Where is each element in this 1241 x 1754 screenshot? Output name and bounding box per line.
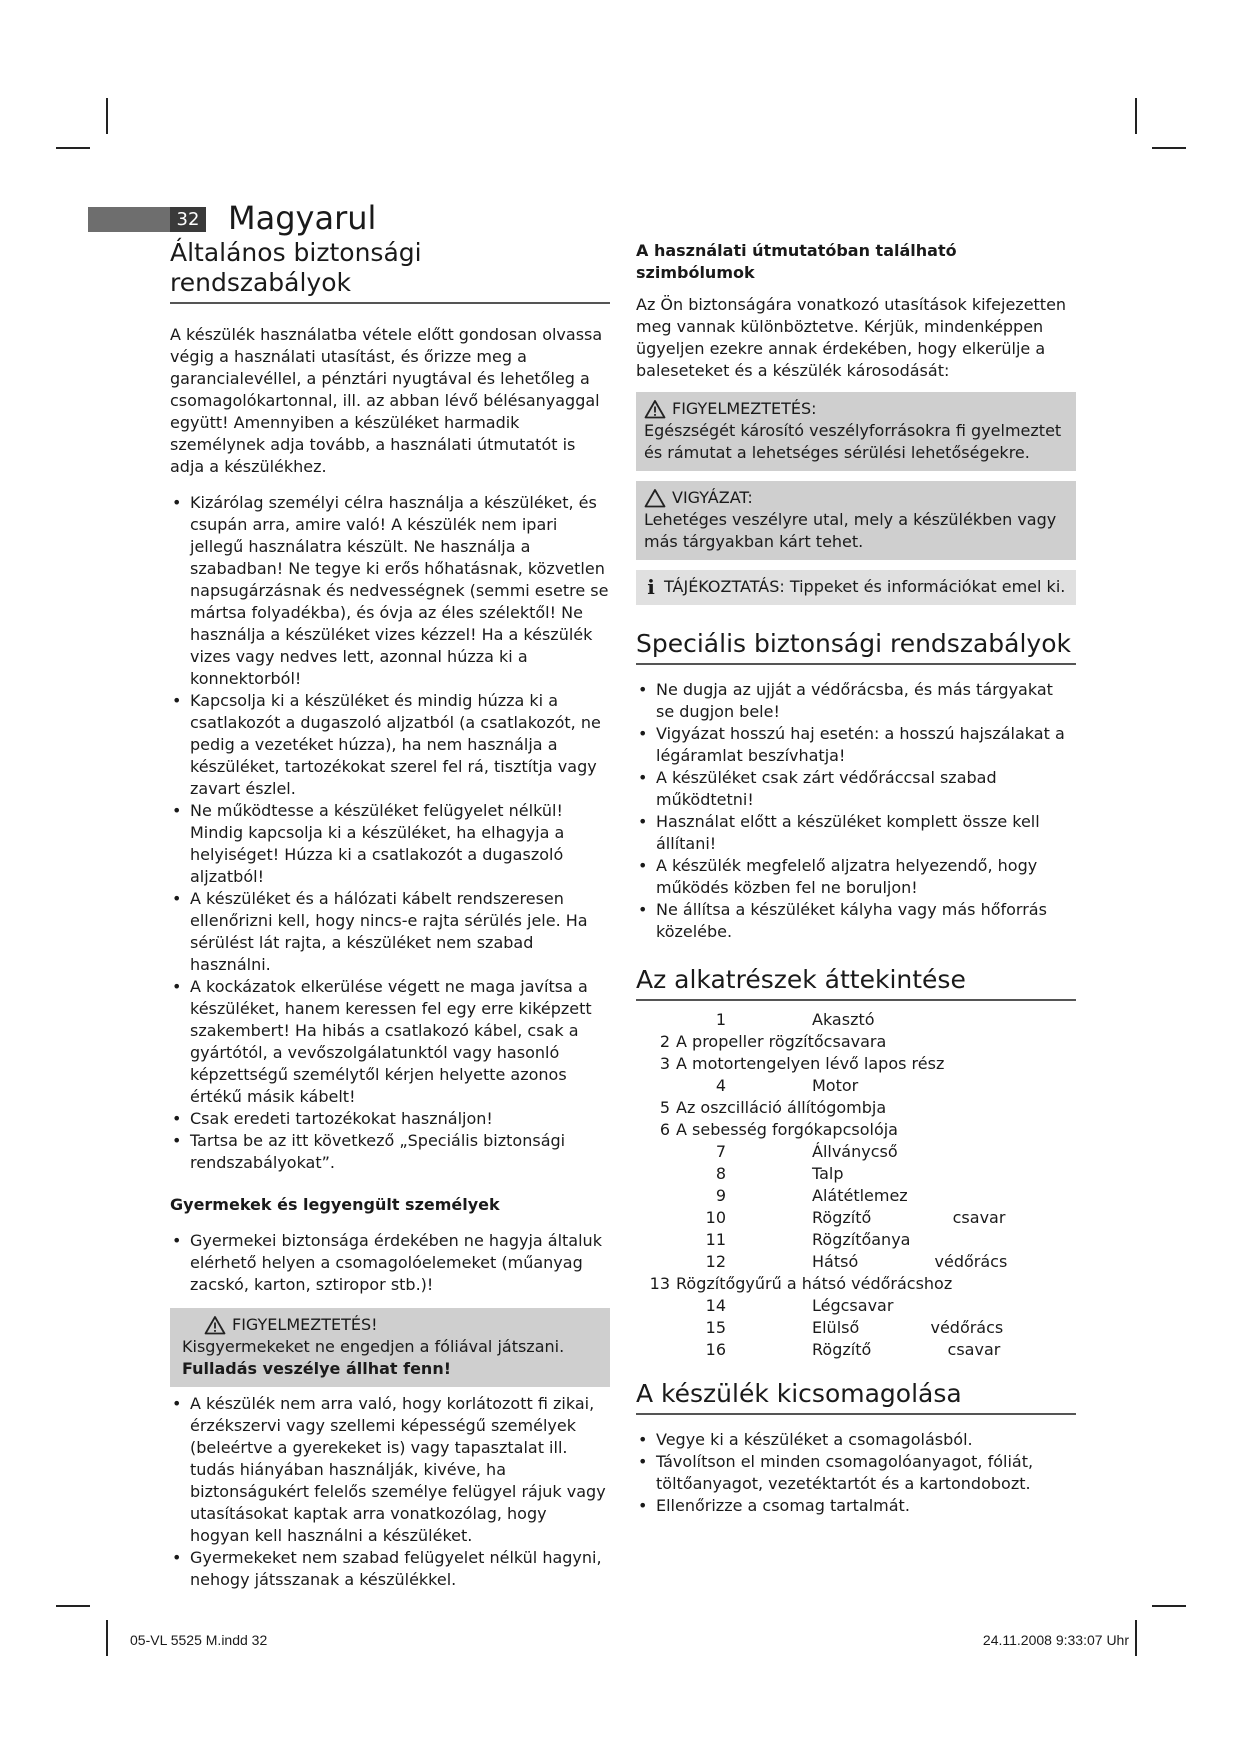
warning-line-2: Fulladás veszélye állhat fenn! [182, 1359, 451, 1378]
bullet-icon: • [172, 493, 182, 512]
symbols-intro: Az Ön biztonságára vonatkozó utasítások kifejezetten meg vannak különböztetve. Kérjük, mindenképpen ügyeljen ezekre annak érdekében, hogy elkerülje a baleseteket és a készülék károsodását: [636, 295, 1067, 380]
crop-mark [56, 147, 90, 149]
symbol-warning-box [636, 392, 1076, 471]
part-name: Rögzítő csavar [812, 1208, 1006, 1227]
bullet-icon: • [172, 977, 182, 996]
bullet-icon: • [172, 1109, 182, 1128]
part-name: Talp [812, 1164, 844, 1183]
bullet-icon: • [172, 1231, 182, 1250]
part-name: A propeller rögzítőcsavara [676, 1032, 887, 1051]
info-icon: i [647, 575, 655, 599]
list-item: • Ne állítsa a készüléket kályha vagy más hőforrás közelébe. [638, 900, 1047, 941]
parts-row [636, 1339, 1076, 1361]
list-item: • Vigyázat hosszú haj esetén: a hosszú hajszálakat a légáramlat beszívhatja! [638, 724, 1065, 765]
page-number: 32 [176, 209, 200, 230]
special-bullet-list [636, 679, 1076, 943]
bullet-icon: • [638, 724, 648, 743]
part-number: 4 [715, 1076, 726, 1095]
crop-mark [56, 1605, 90, 1607]
general-bullet-list [170, 492, 610, 1174]
language-title: Magyarul [228, 199, 377, 237]
right-column [636, 240, 1076, 1517]
parts-row [636, 1141, 1076, 1163]
bullet-icon: • [638, 856, 648, 875]
list-item: • Használat előtt a készüléket komplett össze kell állítani! [638, 812, 1040, 853]
warning-triangle-icon [204, 1315, 226, 1335]
symbol-warning-text: Egészségét károsító veszélyforrásokra fi gyelmeztet és rámutat a lehetséges sérülési lehetőségekre. [644, 421, 1062, 462]
part-name: Az oszcilláció állítógombja [676, 1098, 887, 1117]
children-title: Gyermekek és legyengült személyek [170, 1195, 500, 1214]
bullet-icon: • [638, 900, 648, 919]
list-item: • Tartsa be az itt következő „Speciális biztonsági rendszabályokat”. [172, 1131, 566, 1172]
intro-paragraph: A készülék használatba vétele előtt gondosan olvassa végig a használati utasítást, és őrizze meg a garancialevéllel, a pénztári nyugtával és lehetőleg a csomagolókartonnal, ill. az abban lévő bélésanyaggal együtt! Amennyiben a készüléket harmadik személynek adja tovább, a használati útmutatót is adja a készülékhez. [170, 325, 603, 476]
part-name: Akasztó [812, 1010, 875, 1029]
bullet-icon: • [638, 1430, 648, 1449]
bullet-icon: • [638, 768, 648, 787]
children-warning-box [170, 1308, 610, 1387]
part-number: 8 [715, 1164, 726, 1183]
part-number: 2 [659, 1032, 670, 1051]
bullet-icon: • [172, 1131, 182, 1150]
warning-title: FIGYELMEZTETÉS! [232, 1315, 378, 1334]
list-item: • Gyermekei biztonsága érdekében ne hagyja általuk elérhető helyen a csomagolóelemeket (műanyag zacskó, karton, sztiropor stb.)! [172, 1231, 602, 1294]
list-item: • A készülék nem arra való, hogy korlátozott fi zikai, érzékszervi vagy szellemi képességű személyek (beleértve a gyerekeket is) vagy tapasztalat ill. tudás hiányában használják, kivéve, ha biztonságukért felelős személye felügyel rájuk vagy utasításokat kaptak arra vonatkozólag, hogy hogyan kell használni a készüléket. [172, 1394, 606, 1545]
list-item: • Ne működtesse a készüléket felügyelet nélkül! Mindig kapcsolja ki a készüléket, ha elhagyja a helyiséget! Húzza ki a csatlakozót a dugaszoló aljzatból! [172, 801, 565, 886]
warning-title-row [204, 1314, 602, 1336]
part-name: Hátsó védőrács [812, 1252, 1008, 1271]
parts-row [636, 1273, 1076, 1295]
list-item: • A kockázatok elkerülése végett ne maga javítsa a készüléket, hanem keressen fel egy erre kiképzett szakembert! Ha hibás a csatlakozó kábel, csak a gyártótól, a vevőszolgálatunktól vagy hasonló képzettségű személytől kérjen helyette azonos értékű másik kábelt! [172, 977, 592, 1106]
list-item: • Kapcsolja ki a készüléket és mindig húzza ki a csatlakozót a dugaszoló aljzatból (a csatlakozót, ne pedig a vezetéket húzza), ha nem használja a készüléket, tartozékokat szerel fel rá, tisztítja vagy zavart észlel. [172, 691, 601, 798]
children-bullet-list [170, 1230, 610, 1296]
symbols-title: A használati útmutatóban található szimbólumok [636, 241, 957, 282]
list-item: • Csak eredeti tartozékokat használjon! [172, 1109, 493, 1128]
warning-line-1: Kisgyermekeket ne engedjen a fóliával játszani. [182, 1337, 565, 1356]
footer-file: 05-VL 5525 M.indd 32 [130, 1632, 268, 1648]
part-number: 13 [649, 1274, 670, 1293]
crop-mark [106, 1620, 108, 1656]
section-title-general: Általános biztonsági rendszabályok [170, 238, 610, 304]
part-name: Légcsavar [812, 1296, 894, 1315]
parts-row [636, 1119, 1076, 1141]
part-number: 6 [659, 1120, 670, 1139]
part-number: 12 [705, 1252, 726, 1271]
crop-mark [106, 98, 108, 134]
bullet-icon: • [172, 801, 182, 820]
crop-mark [1135, 98, 1137, 134]
crop-mark [1152, 147, 1186, 149]
bullet-icon: • [638, 680, 648, 699]
bullet-icon: • [638, 1496, 648, 1515]
page-number-badge [170, 207, 206, 232]
parts-row [636, 1075, 1076, 1097]
bullet-icon: • [172, 889, 182, 908]
bullet-icon: • [638, 1452, 648, 1471]
parts-row [636, 1185, 1076, 1207]
part-name: Alátétlemez [812, 1186, 908, 1205]
crop-mark [1152, 1605, 1186, 1607]
symbol-caution-title-row [644, 487, 1068, 509]
part-number: 7 [715, 1142, 726, 1161]
parts-row [636, 1207, 1076, 1229]
section-title-special: Speciális biztonsági rendszabályok [636, 629, 1076, 665]
list-item: • Ellenőrizze a csomag tartalmát. [638, 1496, 910, 1515]
caution-triangle-icon [644, 488, 666, 508]
warning-triangle-icon [644, 399, 666, 419]
bullet-icon: • [172, 1548, 182, 1567]
part-number: 9 [715, 1186, 726, 1205]
list-item: • A készüléket és a hálózati kábelt rendszeresen ellenőrizni kell, hogy nincs-e rajta sérülés jele. Ha sérülést lát rajta, a készüléket nem szabad használni. [172, 889, 588, 974]
list-item: • Vegye ki a készüléket a csomagolásból. [638, 1430, 973, 1449]
parts-row [636, 1251, 1076, 1273]
bullet-icon: • [638, 812, 648, 831]
part-number: 5 [659, 1098, 670, 1117]
symbol-caution-text: Lehetéges veszélyre utal, mely a készülékben vagy más tárgyakban kárt tehet. [644, 510, 1057, 551]
symbol-caution-title: VIGYÁZAT: [672, 488, 753, 507]
section-title-unpack: A készülék kicsomagolása [636, 1379, 1076, 1415]
part-number: 14 [705, 1296, 726, 1315]
parts-row [636, 1163, 1076, 1185]
part-number: 15 [705, 1318, 726, 1337]
parts-row [636, 1031, 1076, 1053]
part-name: A sebesség forgókapcsolója [676, 1120, 898, 1139]
list-item: • A készüléket csak zárt védőráccsal szabad működtetni! [638, 768, 997, 809]
unpack-bullet-list [636, 1429, 1076, 1517]
section-title-parts: Az alkatrészek áttekintése [636, 965, 1076, 1001]
list-item: • A készülék megfelelő aljzatra helyezendő, hogy működés közben fel ne boruljon! [638, 856, 1038, 897]
symbol-info-box [636, 570, 1076, 605]
parts-row [636, 1317, 1076, 1339]
part-name: A motortengelyen lévő lapos rész [676, 1054, 945, 1073]
footer-timestamp: 24.11.2008 9:33:07 Uhr [982, 1632, 1129, 1648]
parts-row [636, 1229, 1076, 1251]
symbol-info-row [644, 576, 1068, 598]
part-name: Rögzítőgyűrű a hátsó védőrácshoz [676, 1274, 953, 1293]
part-number: 3 [659, 1054, 670, 1073]
parts-row [636, 1009, 1076, 1031]
part-name: Állványcső [812, 1142, 898, 1161]
part-number: 11 [705, 1230, 726, 1249]
symbol-info-text: Tippeket és információkat emel ki. [784, 577, 1066, 596]
parts-row [636, 1053, 1076, 1075]
bullet-icon: • [172, 691, 182, 710]
part-name: Rögzítő csavar [812, 1340, 1001, 1359]
list-item: • Ne dugja az ujját a védőrácsba, és más tárgyakat se dugjon bele! [638, 680, 1053, 721]
part-name: Rögzítőanya [812, 1230, 911, 1249]
crop-mark [1135, 1620, 1137, 1656]
header-bar [88, 207, 170, 232]
list-item: • Távolítson el minden csomagolóanyagot, fóliát, töltőanyagot, vezetéktartót és a kartondobozt. [638, 1452, 1034, 1493]
part-number: 16 [705, 1340, 726, 1359]
part-number: 10 [705, 1208, 726, 1227]
parts-row [636, 1295, 1076, 1317]
left-column [170, 238, 610, 1591]
parts-row [636, 1097, 1076, 1119]
symbol-info-title: TÁJÉKOZTATÁS: [664, 577, 785, 596]
bullet-icon: • [172, 1394, 182, 1413]
list-item: • Gyermekeket nem szabad felügyelet nélkül hagyni, nehogy játsszanak a készülékkel. [172, 1548, 602, 1589]
part-number: 1 [715, 1010, 726, 1029]
children-bullet-list-2 [170, 1393, 610, 1591]
list-item: • Kizárólag személyi célra használja a készüléket, és csupán arra, amire való! A készülék nem ipari jellegű használatra készült. Ne használja a szabadban! Ne tegye ki erős hőhatásnak, közvetlen napsugárzásnak és nedvességnek (semmi esetre se mártsa folyadékba), és óvja az éles szélektől! Ne használja a készüléket vizes kézzel! Ha a készülék vizes vagy nedves lett, azonnal húzza ki a konnektorból! [172, 493, 609, 688]
part-name: Motor [812, 1076, 859, 1095]
symbol-caution-box [636, 481, 1076, 560]
parts-list [636, 1009, 1076, 1361]
symbol-warning-title-row [644, 398, 1068, 420]
part-name: Elülső védőrács [812, 1318, 1004, 1337]
symbol-warning-title: FIGYELMEZTETÉS: [672, 399, 817, 418]
